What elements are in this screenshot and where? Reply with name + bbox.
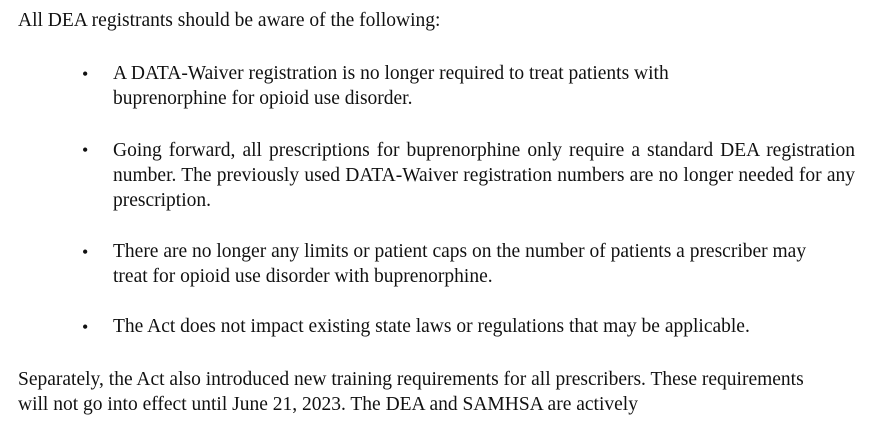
closing-paragraph: Separately, the Act also introduced new training requirements for all prescribers. These requirements will not go into effect until June 21, 2023. The DEA and SAMHSA are actively [18, 369, 804, 415]
bullet-marker: • [82, 242, 89, 262]
intro-sentence: All DEA registrants should be aware of the following: [18, 10, 441, 31]
bullet-marker: • [82, 317, 89, 337]
bullet-marker: • [82, 64, 89, 84]
bullet-item: There are no longer any limits or patient caps on the number of patients a prescriber may treat for opioid use disorder with buprenorphine. [113, 241, 807, 287]
bullet-item: The Act does not impact existing state laws or regulations that may be applicable. [113, 316, 750, 337]
bullet-item: A DATA-Waiver registration is no longer required to treat patients with buprenorphine for opioid use disorder. [113, 63, 669, 109]
bullet-marker: • [82, 140, 89, 160]
bullet-item: Going forward, all prescriptions for buprenorphine only require a standard DEA registration number. The previously used DATA-Waiver registration numbers are no longer needed for any prescription. [113, 140, 855, 211]
